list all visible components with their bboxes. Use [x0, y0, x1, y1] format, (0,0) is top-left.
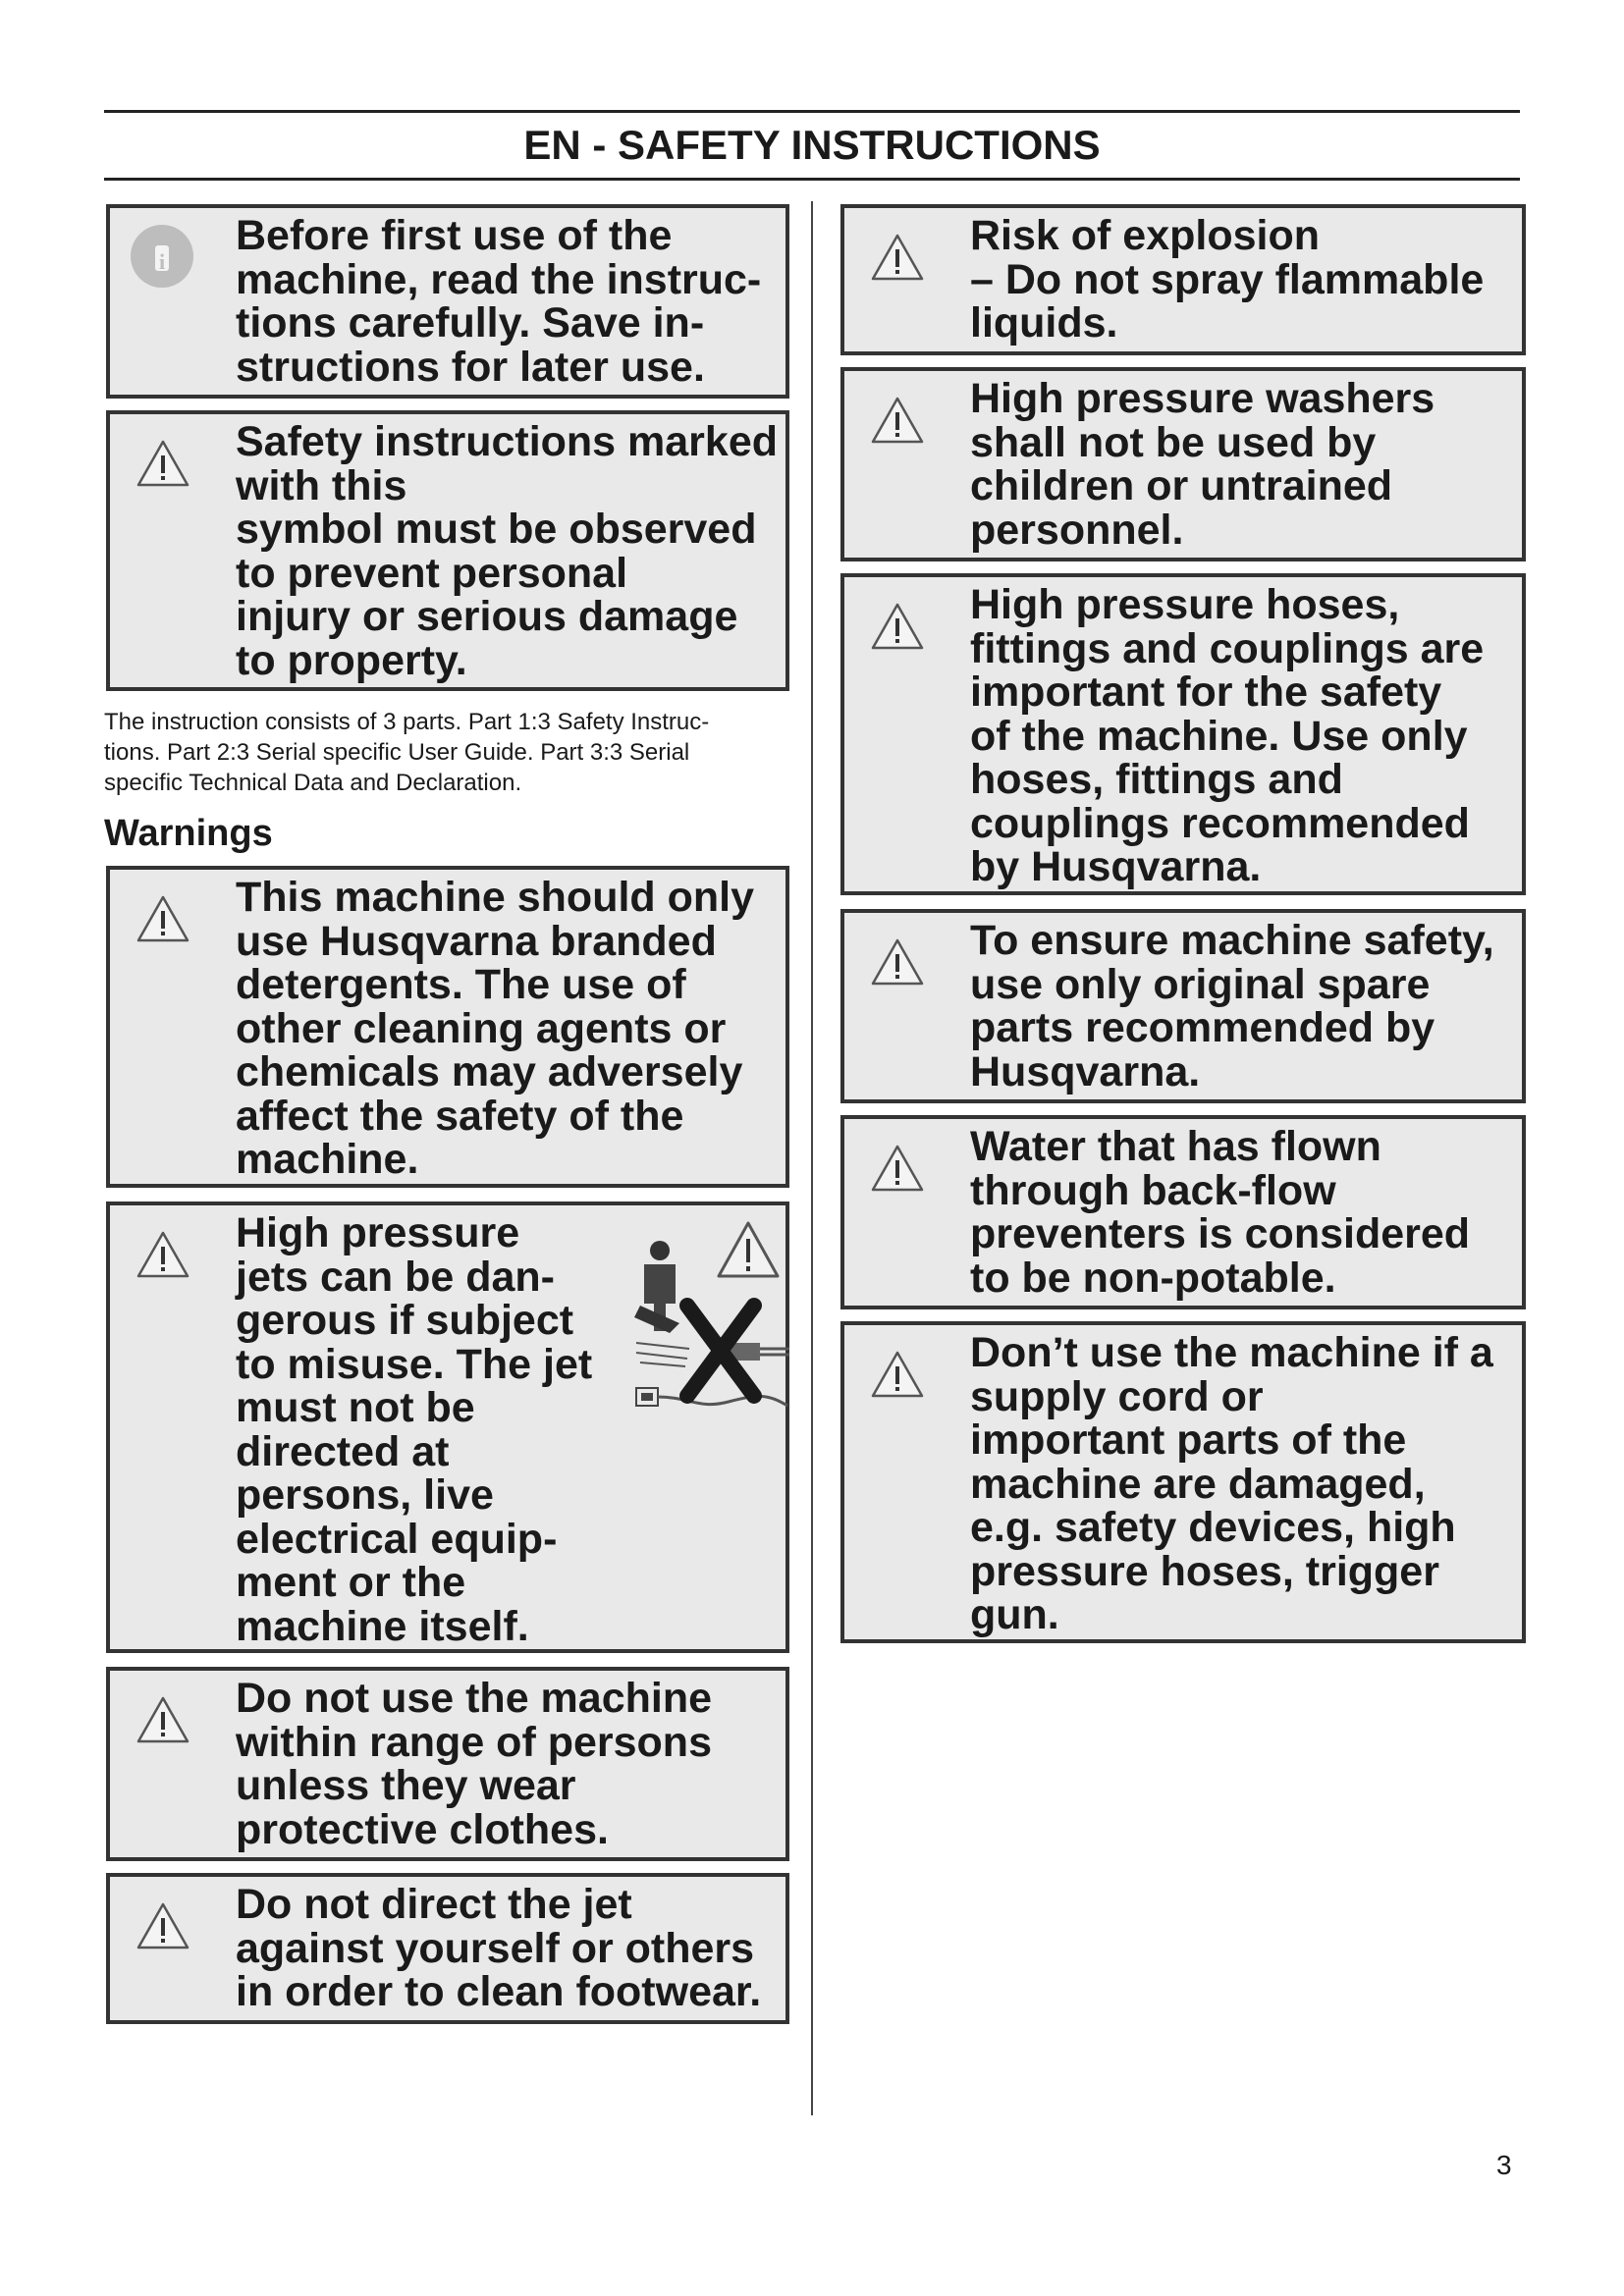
warning-text: Do not use the machine within range of persons unless they wear protective clothes. — [236, 1675, 713, 1853]
warning-box — [106, 1873, 789, 2024]
warning-text: Risk of explosion – Do not spray flammable liquids. — [970, 212, 1485, 347]
warning-text: This machine should only use Husqvarna branded detergents. The use of other cleaning agents or chemicals may adversely affect the safety of the machine. — [236, 874, 755, 1183]
warnings-heading: Warnings — [104, 813, 273, 854]
warning-triangle-icon — [135, 893, 190, 944]
warning-text: Do not direct the jet against yourself or others in order to clean footwear. — [236, 1881, 762, 2015]
warning-box — [840, 1321, 1526, 1643]
info-box — [106, 204, 789, 399]
warning-box — [840, 1115, 1526, 1309]
warning-triangle-icon — [135, 1694, 190, 1745]
warning-triangle-icon — [870, 1143, 925, 1194]
warning-text: To ensure machine safety, use only original spare parts recommended by Husqvarna. — [970, 917, 1494, 1095]
warning-triangle-icon — [135, 1229, 190, 1280]
do-not-spray-persons-or-electrical-icon — [630, 1215, 797, 1421]
warning-triangle-icon — [870, 232, 925, 283]
warning-triangle-icon — [870, 1349, 925, 1400]
warning-triangle-icon — [870, 395, 925, 446]
warning-text: High pressure jets can be dan- gerous if subject to misuse. The jet must not be directed at persons, live electrical equip- ment or the machine itself. — [236, 1209, 593, 1650]
warning-text: Don’t use the machine if a supply cord or important parts of the machine are damaged, e.g. safety devices, high pressure hoses, trigger gun. — [970, 1329, 1493, 1638]
page-number: 3 — [1496, 2150, 1512, 2180]
page-title: EN - SAFETY INSTRUCTIONS — [104, 110, 1520, 181]
warning-box — [106, 1667, 789, 1861]
warning-triangle-icon — [870, 936, 925, 988]
warning-triangle-icon — [870, 601, 925, 652]
warning-text: Water that has flown through back-flow preventers is considered to be non-potable. — [970, 1123, 1471, 1302]
symbol-box — [106, 410, 789, 691]
info-icon — [128, 222, 196, 291]
column-divider — [811, 201, 813, 2115]
info-box-text: Before first use of the machine, read the instruc- tions carefully. Save in- structions for later use. — [236, 212, 762, 391]
warning-box — [840, 367, 1526, 561]
intro-text: The instruction consists of 3 parts. Part 1:3 Safety Instruc- tions. Part 2:3 Serial specific User Guide. Part 3:3 Serial specific Technical Data and Declaration. — [104, 709, 710, 796]
warning-triangle-icon — [135, 438, 190, 489]
warning-text: High pressure washers shall not be used by children or untrained personnel. — [970, 375, 1435, 554]
warning-box — [106, 1201, 789, 1653]
warning-box — [840, 909, 1526, 1103]
warning-box — [106, 866, 789, 1188]
warning-text: High pressure hoses, fittings and couplings are important for the safety of the machine. Use only hoses, fittings and couplings recommended by Husqvarna. — [970, 581, 1485, 890]
svg-text:i: i — [158, 249, 166, 274]
symbol-box-text: Safety instructions marked with this symbol must be observed to prevent personal injury or serious damage to property. — [236, 418, 779, 684]
warning-box — [840, 204, 1526, 355]
warning-box — [840, 573, 1526, 895]
warning-triangle-icon — [135, 1900, 190, 1951]
